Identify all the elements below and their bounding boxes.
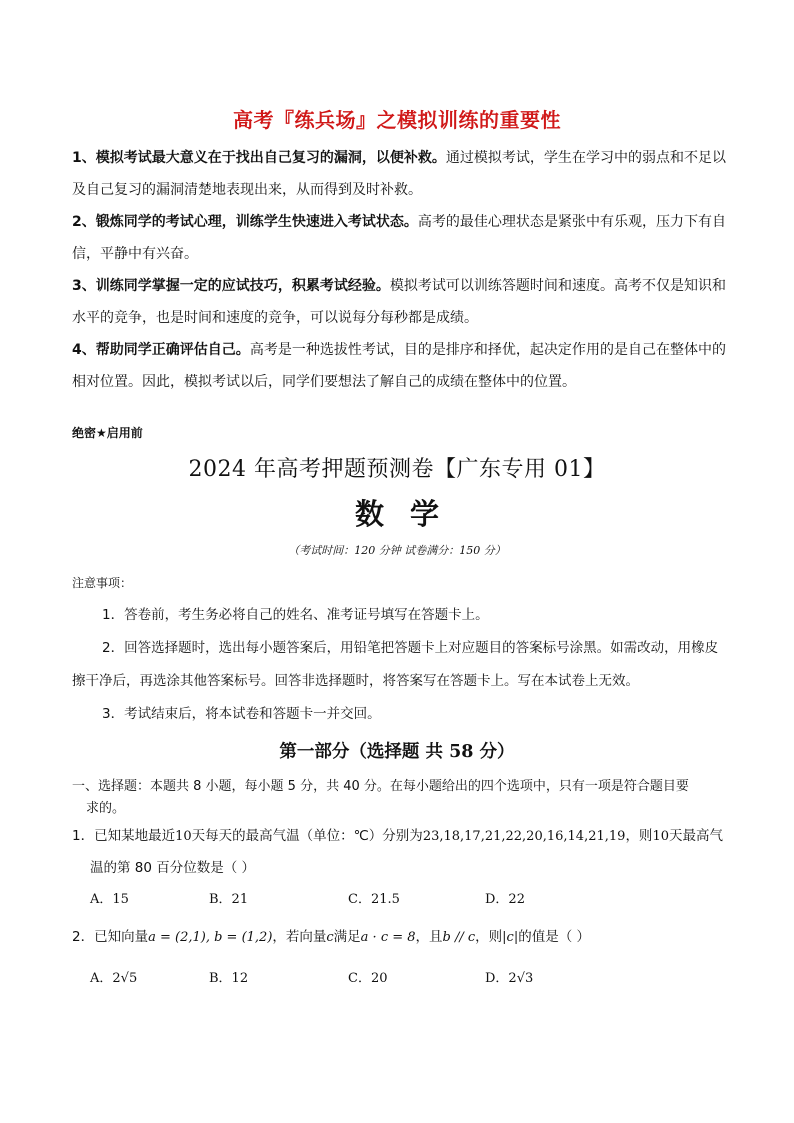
exam-title: 2024 年高考押题预测卷【广东专用 01】	[188, 457, 606, 482]
q2-abs-c: |c|	[502, 930, 519, 945]
q2-option-b: B．12	[209, 971, 249, 986]
q2-vector-a: a = (2,1)	[148, 930, 206, 945]
q2-vector-c: c	[326, 930, 334, 945]
q1-text-e: ，则	[625, 828, 653, 844]
q2-text-d: ，且	[415, 929, 443, 945]
promo-point-1-text: 通过模拟考试，学生在学习中的弱点和不足以及自己复习的漏洞清楚地表现出来，从而得到及时补救。	[72, 150, 726, 198]
subject-title: 数学	[354, 497, 465, 531]
exam-info: （考试时间：120 分钟 试卷满分：150 分）	[288, 544, 506, 557]
secret-label: 绝密★启用前	[72, 426, 143, 440]
q2-option-c: C．20	[348, 971, 388, 986]
section-intro-line-2: 求的。	[86, 801, 126, 816]
notice-heading: 注意事项：	[72, 576, 133, 590]
q2-text-f: 的值是（ ）	[518, 929, 591, 945]
promo-point-2-text: 高考的最佳心理状态是紧张中有乐观，压力下有自信，平静中有兴奋。	[72, 214, 727, 262]
q1-option-d: D．22	[485, 892, 525, 907]
question-2-line-1: 2．已知向量a = (2,1), b = (1,2)，若向量c满足a · c = 8，且b // c，则|c|的值是（ ）	[72, 929, 591, 945]
q2-vector-b: b = (1,2)	[214, 930, 273, 945]
notice-item-2: 2．回答选择题时，选出每小题答案后，用铅笔把答题卡上对应题目的答案标号涂黑。如需改动，用橡皮擦干净后，再选涂其他答案标号。回答非选择题时，将答案写在答题卡上。写在本试卷上无效。	[72, 640, 719, 689]
q1-num-10b: 10	[652, 829, 669, 844]
q2-text-b: ，若向量	[272, 929, 327, 945]
q1-option-b: B．21	[209, 892, 249, 907]
q2-text-e: ，则	[475, 929, 503, 945]
question-1-line-1	[72, 824, 723, 844]
q2-text-c: 满足	[333, 929, 361, 945]
q2-dot-product: a · c = 8	[360, 930, 416, 945]
section-intro	[72, 776, 726, 820]
q1-text-a: 1．已知某地最近	[72, 828, 176, 844]
part-title: 第一部分（选择题 共 58 分）	[279, 742, 515, 762]
promo-point-1-bold: 1、模拟考试最大意义在于找出自己复习的漏洞，以便补救。	[72, 150, 446, 166]
notice-item-1: 1．答卷前，考生务必将自己的姓名、准考证号填写在答题卡上。	[102, 607, 489, 623]
q1-text-c: 天每天的最高气温（单位：℃）分别为	[191, 828, 423, 844]
promo-point-2-bold: 2、锻炼同学的考试心理，训练学生快速进入考试状态。	[72, 214, 418, 230]
promo-point-3-bold: 3、训练同学掌握一定的应试技巧，积累考试经验。	[72, 278, 390, 294]
q2-text-a: 2．已知向量	[72, 929, 149, 945]
q1-text-g: 天最高气	[668, 828, 723, 844]
notice-item-3: 3．考试结束后，将本试卷和答题卡一并交回。	[102, 706, 381, 722]
q2-parallel: b // c	[442, 930, 476, 945]
promo-point-1	[72, 142, 726, 206]
promo-point-3-text: 模拟考试可以训练答题时间和速度。高考不仅是知识和水平的竞争，也是时间和速度的竞争，可以说每分每秒都是成绩。	[72, 278, 726, 326]
promo-point-4	[72, 334, 726, 398]
q1-temperatures: 23,18,17,21,22,20,16,14,21,19	[422, 829, 626, 844]
q1-option-a: A．15	[90, 892, 129, 907]
promo-point-4-bold: 4、帮助同学正确评估自己。	[72, 342, 250, 358]
promo-point-2	[72, 206, 726, 270]
q1-option-c: C．21.5	[348, 892, 400, 907]
promo-point-4-text: 高考是一种选拔性考试，目的是排序和择优，起决定作用的是自己在整体中的相对位置。因此，模拟考试以后，同学们要想法了解自己的成绩在整体中的位置。	[72, 342, 726, 390]
q2-option-d: D．2√3	[485, 971, 534, 986]
promo-title: 高考『练兵场』之模拟训练的重要性	[233, 108, 561, 132]
question-1-line-2: 温的第 80 百分位数是（ ）	[90, 860, 256, 876]
q2-option-a: A．2√5	[90, 971, 138, 986]
section-intro-line-1: 一、选择题：本题共 8 小题，每小题 5 分，共 40 分。在每小题给出的四个选项中，只有一项是符合题目要	[72, 779, 689, 794]
q1-num-10: 10	[175, 829, 192, 844]
promo-point-3	[72, 270, 726, 334]
